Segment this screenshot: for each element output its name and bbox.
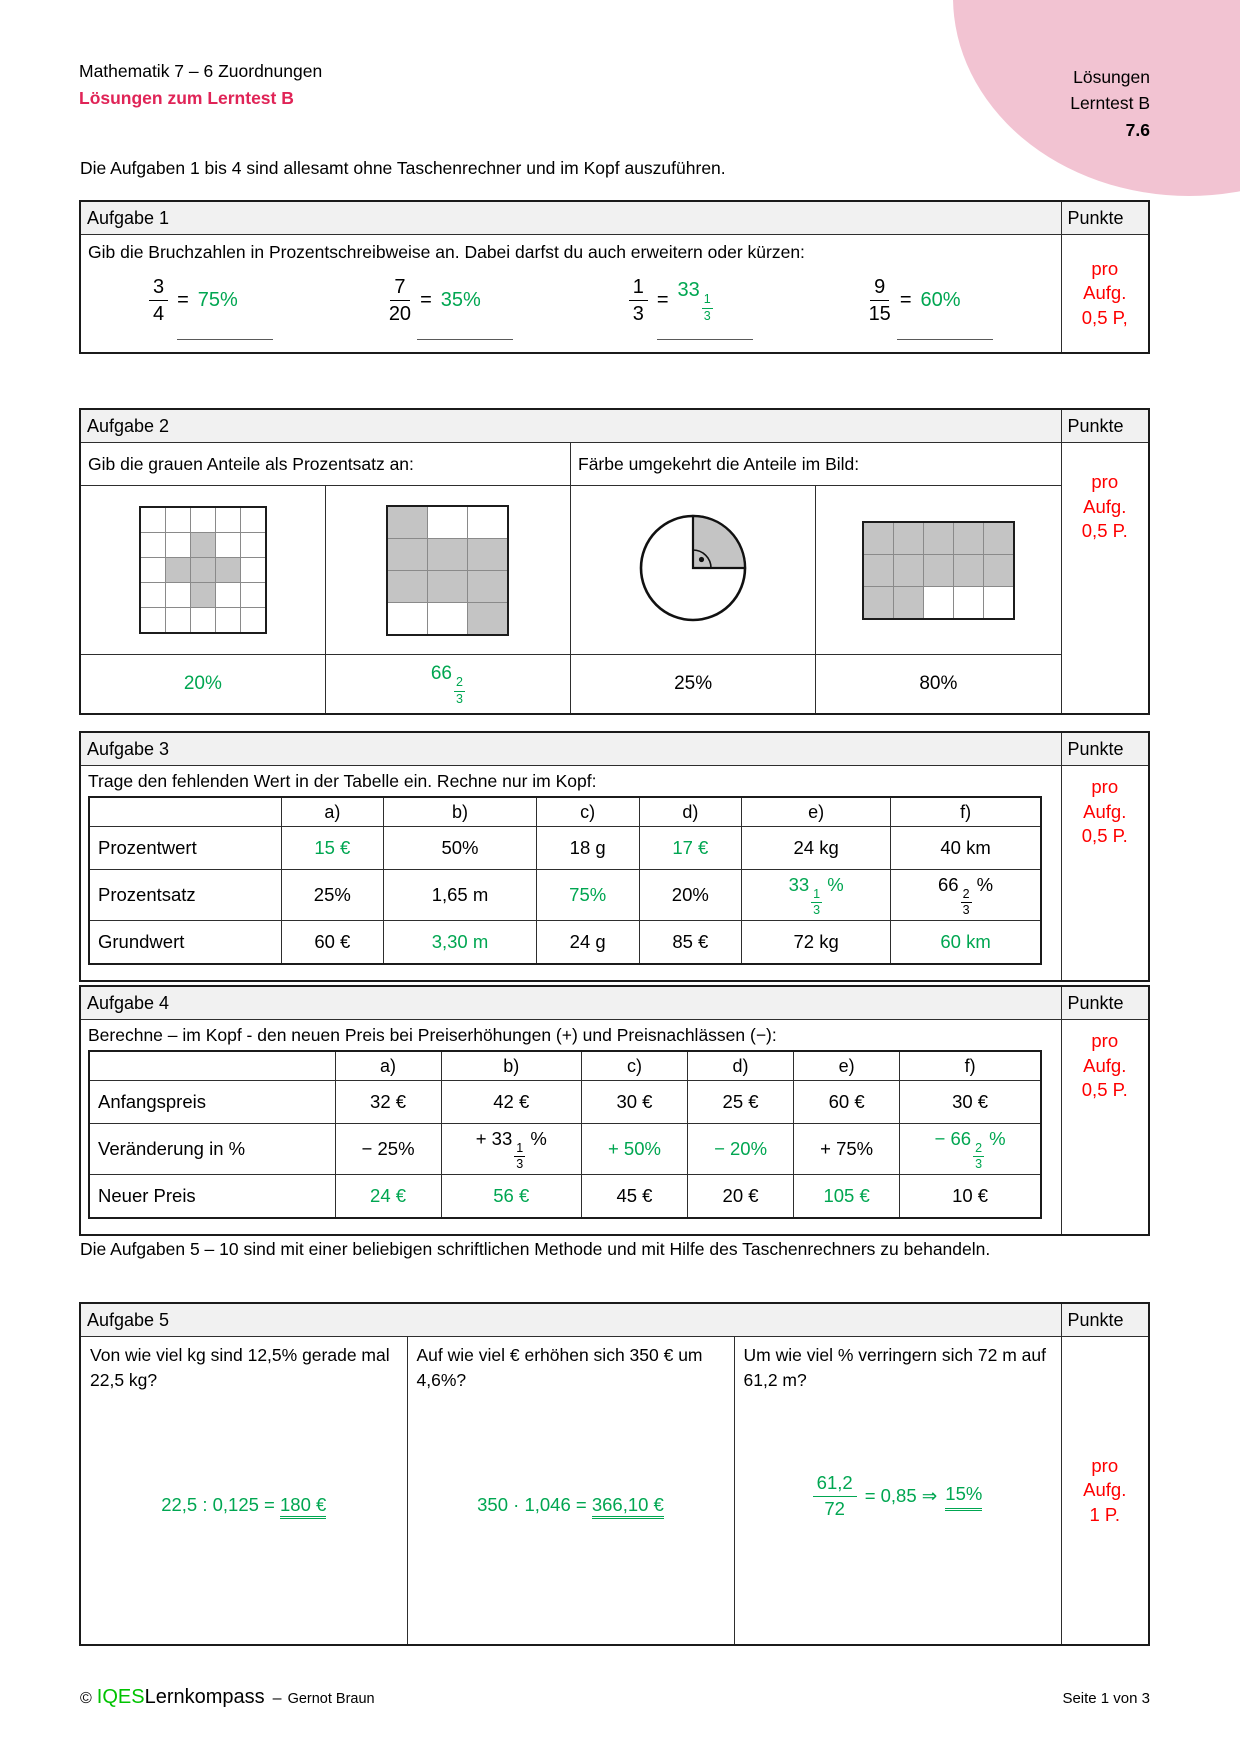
fraction: $\frac{61,2}{72}$ [813, 1474, 857, 1518]
col-header: f) [900, 1051, 1041, 1081]
task3-table [79, 731, 1150, 982]
col-header: e) [742, 797, 891, 827]
solution-line: $\frac{61,2}{72}$ = 0,85 ⇒ 15% [744, 1474, 1052, 1518]
empty-cell [216, 508, 240, 532]
brand-lernkompass: Lernkompass [144, 1686, 265, 1708]
course-title: Mathematik 7 – 6 Zuordnungen [79, 61, 323, 81]
task5-title: Aufgabe 5 [80, 1303, 1061, 1337]
shaded-cell [924, 523, 953, 554]
a4-neuerpreis-e: 105 € [794, 1175, 900, 1219]
shaded-cell [166, 558, 190, 582]
empty-cell [924, 587, 953, 618]
task5-question-3 [734, 1337, 1061, 1646]
shaded-cell [388, 571, 427, 602]
task4-punkte-header: Punkte [1061, 986, 1149, 1020]
shaded-cell [894, 523, 923, 554]
corner-cell [89, 797, 281, 827]
task4-punkte-cell [1061, 1020, 1149, 1236]
brand-iqes: IQES [96, 1686, 145, 1708]
empty-cell [216, 583, 240, 607]
points-note: pro Aufg. 0,5 P. [1081, 1030, 1128, 1101]
shaded-cell [216, 558, 240, 582]
col-header: c) [536, 797, 639, 827]
a3-prozentwert-b: 50% [384, 827, 537, 870]
empty-cell [241, 608, 265, 632]
answer-line [897, 339, 993, 340]
footer-brand: © IQES Lernkompass – Gernot Braun [80, 1686, 375, 1708]
a3-prozentsatz-c: 75% [536, 870, 639, 921]
shaded-grid-3x4 [386, 505, 509, 636]
task2-figure-3-cell [571, 486, 816, 655]
col-header: d) [688, 1051, 794, 1081]
empty-cell [216, 533, 240, 557]
shaded-cell [428, 539, 467, 570]
a3-grundwert-d: 85 € [639, 921, 742, 965]
task4-body [80, 1020, 1061, 1236]
task3-punkte-cell [1061, 766, 1149, 982]
a4-neuerpreis-f: 10 € [900, 1175, 1041, 1219]
page-footer [80, 1686, 1150, 1709]
empty-cell [166, 533, 190, 557]
empty-cell [216, 608, 240, 632]
shaded-cell [191, 583, 215, 607]
header-right [1070, 64, 1150, 143]
row-label: Prozentwert [89, 827, 281, 870]
corner-cell [89, 1051, 335, 1081]
task2-table [79, 408, 1150, 715]
solution-value: 33 $\frac{1}{3}$ [677, 279, 711, 323]
task5-question-1 [80, 1337, 407, 1646]
col-header: e) [794, 1051, 900, 1081]
empty-cell [241, 533, 265, 557]
a4-veraenderung-d: − 20% [688, 1124, 794, 1175]
row-label: Veränderung in % [89, 1124, 335, 1175]
empty-cell [191, 508, 215, 532]
empty-cell [468, 507, 507, 538]
task2-punkte-cell [1061, 443, 1149, 715]
task2-answer-2: 66 $\frac{2}{3}$ [325, 655, 570, 715]
shaded-cell [954, 523, 983, 554]
final-answer: 180 € [280, 1494, 326, 1519]
col-header: b) [441, 1051, 581, 1081]
empty-cell [428, 507, 467, 538]
page-title: Lösungen zum Lerntest B [79, 88, 294, 109]
header-right-line2: Lerntest B [1070, 93, 1150, 114]
a4-anfangspreis-c: 30 € [581, 1081, 687, 1124]
a4-veraenderung-e: + 75% [794, 1124, 900, 1175]
shaded-cell [984, 523, 1013, 554]
a3-prozentsatz-a: 25% [281, 870, 384, 921]
task2-figure-1-cell [80, 486, 325, 655]
shaded-cell [428, 571, 467, 602]
task3-body [80, 766, 1061, 982]
task4-instruction: Berechne – im Kopf - den neuen Preis bei Preiserhöhungen (+) und Preisnachlässen (−): [88, 1025, 777, 1045]
shaded-cell [984, 555, 1013, 586]
task1-table [79, 200, 1150, 354]
shaded-cell [388, 507, 427, 538]
a3-prozentwert-f: 40 km [891, 827, 1041, 870]
task1-item-d: $\frac{9}{15}$ = 60% [869, 277, 993, 340]
task1-punkte-cell [1061, 235, 1149, 354]
a3-grundwert-f: 60 km [891, 921, 1041, 965]
a3-prozentwert-c: 18 g [536, 827, 639, 870]
header-right-line1: Lösungen [1073, 67, 1150, 87]
a4-anfangspreis-d: 25 € [688, 1081, 794, 1124]
solution-value: 60% [920, 289, 961, 311]
task1-body [80, 235, 1061, 354]
col-header: c) [581, 1051, 687, 1081]
shaded-cell [864, 555, 893, 586]
chapter-number: 7.6 [1125, 119, 1150, 140]
col-header: d) [639, 797, 742, 827]
a4-anfangspreis-e: 60 € [794, 1081, 900, 1124]
task5-question-2 [407, 1337, 734, 1646]
task5-punkte-cell [1061, 1337, 1149, 1646]
question-text: Von wie viel kg sind 12,5% gerade mal 22,5 kg? [90, 1345, 390, 1390]
points-note: pro Aufg. 0,5 P. [1081, 776, 1128, 847]
empty-cell [191, 608, 215, 632]
empty-cell [428, 603, 467, 634]
task3-values-table [88, 796, 1042, 965]
empty-cell [984, 587, 1013, 618]
a3-prozentsatz-f: 66 $\frac{2}{3}$ % [891, 870, 1041, 921]
a3-prozentsatz-d: 20% [639, 870, 742, 921]
a4-neuerpreis-b: 56 € [441, 1175, 581, 1219]
row-label: Grundwert [89, 921, 281, 965]
empty-cell [241, 558, 265, 582]
col-header: a) [335, 1051, 441, 1081]
row-label: Neuer Preis [89, 1175, 335, 1219]
empty-cell [141, 533, 165, 557]
copyright-icon: © [80, 1690, 92, 1707]
fraction: $\frac{3}{4}$ [149, 277, 168, 324]
a4-neuerpreis-d: 20 € [688, 1175, 794, 1219]
task1-item-c: $\frac{1}{3}$ = 33 $\frac{1}{3}$ [629, 277, 753, 340]
answer-line [657, 339, 753, 340]
a4-anfangspreis-a: 32 € [335, 1081, 441, 1124]
shaded-cell [468, 603, 507, 634]
points-note: pro Aufg. 0,5 P, [1081, 257, 1128, 328]
task4-title: Aufgabe 4 [80, 986, 1061, 1020]
fraction: $\frac{9}{15}$ [868, 276, 891, 325]
question-text: Auf wie viel € erhöhen sich 350 € um 4,6%? [416, 1345, 703, 1390]
intro-text-2: Die Aufgaben 5 – 10 sind mit einer beliebigen schriftlichen Methode und mit Hilfe des Taschenrechners zu behandeln. [80, 1239, 991, 1259]
empty-cell [954, 587, 983, 618]
question-text: Um wie viel % verringern sich 72 m auf 61,2 m? [743, 1345, 1046, 1390]
shaded-cell [388, 539, 427, 570]
shaded-grid-5x3 [862, 521, 1015, 620]
fraction: $\frac{7}{20}$ [388, 276, 412, 325]
task1-instruction: Gib die Bruchzahlen in Prozentschreibweise an. Dabei darfst du auch erweitern oder kürzen: [88, 242, 805, 262]
task2-instruction-left: Gib die grauen Anteile als Prozentsatz an: [80, 443, 571, 486]
answer-line [417, 339, 513, 340]
a4-neuerpreis-a: 24 € [335, 1175, 441, 1219]
a3-grundwert-e: 72 kg [742, 921, 891, 965]
points-note: pro Aufg. 0,5 P. [1081, 471, 1128, 542]
empty-cell [388, 603, 427, 634]
task4-table [79, 985, 1150, 1236]
task1-item-b: $\frac{7}{20}$ = 35% [389, 277, 513, 340]
task2-title: Aufgabe 2 [80, 409, 1061, 443]
task2-answer-3: 25% [571, 655, 816, 715]
empty-cell [141, 558, 165, 582]
quarter-circle-figure [637, 512, 749, 624]
task2-punkte-header: Punkte [1061, 409, 1149, 443]
shaded-cell [191, 558, 215, 582]
shaded-cell [894, 587, 923, 618]
header-left [79, 58, 322, 112]
task1-punkte-header: Punkte [1061, 201, 1149, 235]
shaded-cell [954, 555, 983, 586]
shaded-grid-5x5 [139, 506, 267, 634]
row-label: Prozentsatz [89, 870, 281, 921]
a4-anfangspreis-f: 30 € [900, 1081, 1041, 1124]
a4-veraenderung-b: + 33 $\frac{1}{3}$ % [441, 1124, 581, 1175]
task2-answer-4: 80% [816, 655, 1061, 715]
task3-instruction: Trage den fehlenden Wert in der Tabelle ein. Rechne nur im Kopf: [88, 771, 597, 791]
task1-title: Aufgabe 1 [80, 201, 1061, 235]
a3-prozentsatz-b: 1,65 m [384, 870, 537, 921]
shaded-cell [924, 555, 953, 586]
empty-cell [166, 583, 190, 607]
a4-veraenderung-c: + 50% [581, 1124, 687, 1175]
shaded-cell [468, 539, 507, 570]
solution-line: 22,5 : 0,125 = 180 € [90, 1492, 398, 1518]
empty-cell [141, 583, 165, 607]
task2-figure-2-cell [325, 486, 570, 655]
empty-cell [141, 608, 165, 632]
final-answer: 15% [945, 1481, 982, 1511]
solution-value: 35% [440, 289, 481, 311]
a3-prozentwert-d: 17 € [639, 827, 742, 870]
task1-item-a: $\frac{3}{4}$ = 75% [149, 277, 273, 340]
task1-fraction-row [81, 271, 1061, 342]
fraction: $\frac{1}{3}$ [629, 277, 648, 324]
empty-cell [241, 583, 265, 607]
a3-prozentwert-e: 24 kg [742, 827, 891, 870]
shaded-cell [864, 587, 893, 618]
final-answer: 366,10 € [592, 1494, 664, 1519]
task3-title: Aufgabe 3 [80, 732, 1061, 766]
a4-neuerpreis-c: 45 € [581, 1175, 687, 1219]
a4-veraenderung-f: − 66 $\frac{2}{3}$ % [900, 1124, 1041, 1175]
col-header: b) [384, 797, 537, 827]
empty-cell [241, 508, 265, 532]
task5-table [79, 1302, 1150, 1646]
intro-text-1: Die Aufgaben 1 bis 4 sind allesamt ohne Taschenrechner und im Kopf auszuführen. [80, 158, 726, 178]
empty-cell [141, 508, 165, 532]
task2-answer-1: 20% [80, 655, 325, 715]
answer-line [177, 339, 273, 340]
row-label: Anfangspreis [89, 1081, 335, 1124]
a3-grundwert-b: 3,30 m [384, 921, 537, 965]
shaded-cell [894, 555, 923, 586]
empty-cell [166, 508, 190, 532]
solution-line: 350 · 1,046 = 366,10 € [417, 1492, 725, 1518]
author-name: Gernot Braun [287, 1691, 375, 1707]
a4-veraenderung-a: − 25% [335, 1124, 441, 1175]
task2-instruction-right: Färbe umgekehrt die Anteile im Bild: [571, 443, 1062, 486]
a3-grundwert-c: 24 g [536, 921, 639, 965]
page-number: Seite 1 von 3 [1062, 1690, 1150, 1707]
shaded-cell [864, 523, 893, 554]
a4-anfangspreis-b: 42 € [441, 1081, 581, 1124]
task5-punkte-header: Punkte [1061, 1303, 1149, 1337]
a3-grundwert-a: 60 € [281, 921, 384, 965]
shaded-cell [468, 571, 507, 602]
shaded-cell [191, 533, 215, 557]
task4-values-table [88, 1050, 1042, 1219]
empty-cell [166, 608, 190, 632]
a3-prozentsatz-e: 33 $\frac{1}{3}$ % [742, 870, 891, 921]
a3-prozentwert-a: 15 € [281, 827, 384, 870]
col-header: f) [891, 797, 1041, 827]
col-header: a) [281, 797, 384, 827]
points-note: pro Aufg. 1 P. [1083, 1454, 1127, 1525]
solution-value: 75% [197, 289, 238, 311]
task3-punkte-header: Punkte [1061, 732, 1149, 766]
task2-figure-4-cell [816, 486, 1061, 655]
